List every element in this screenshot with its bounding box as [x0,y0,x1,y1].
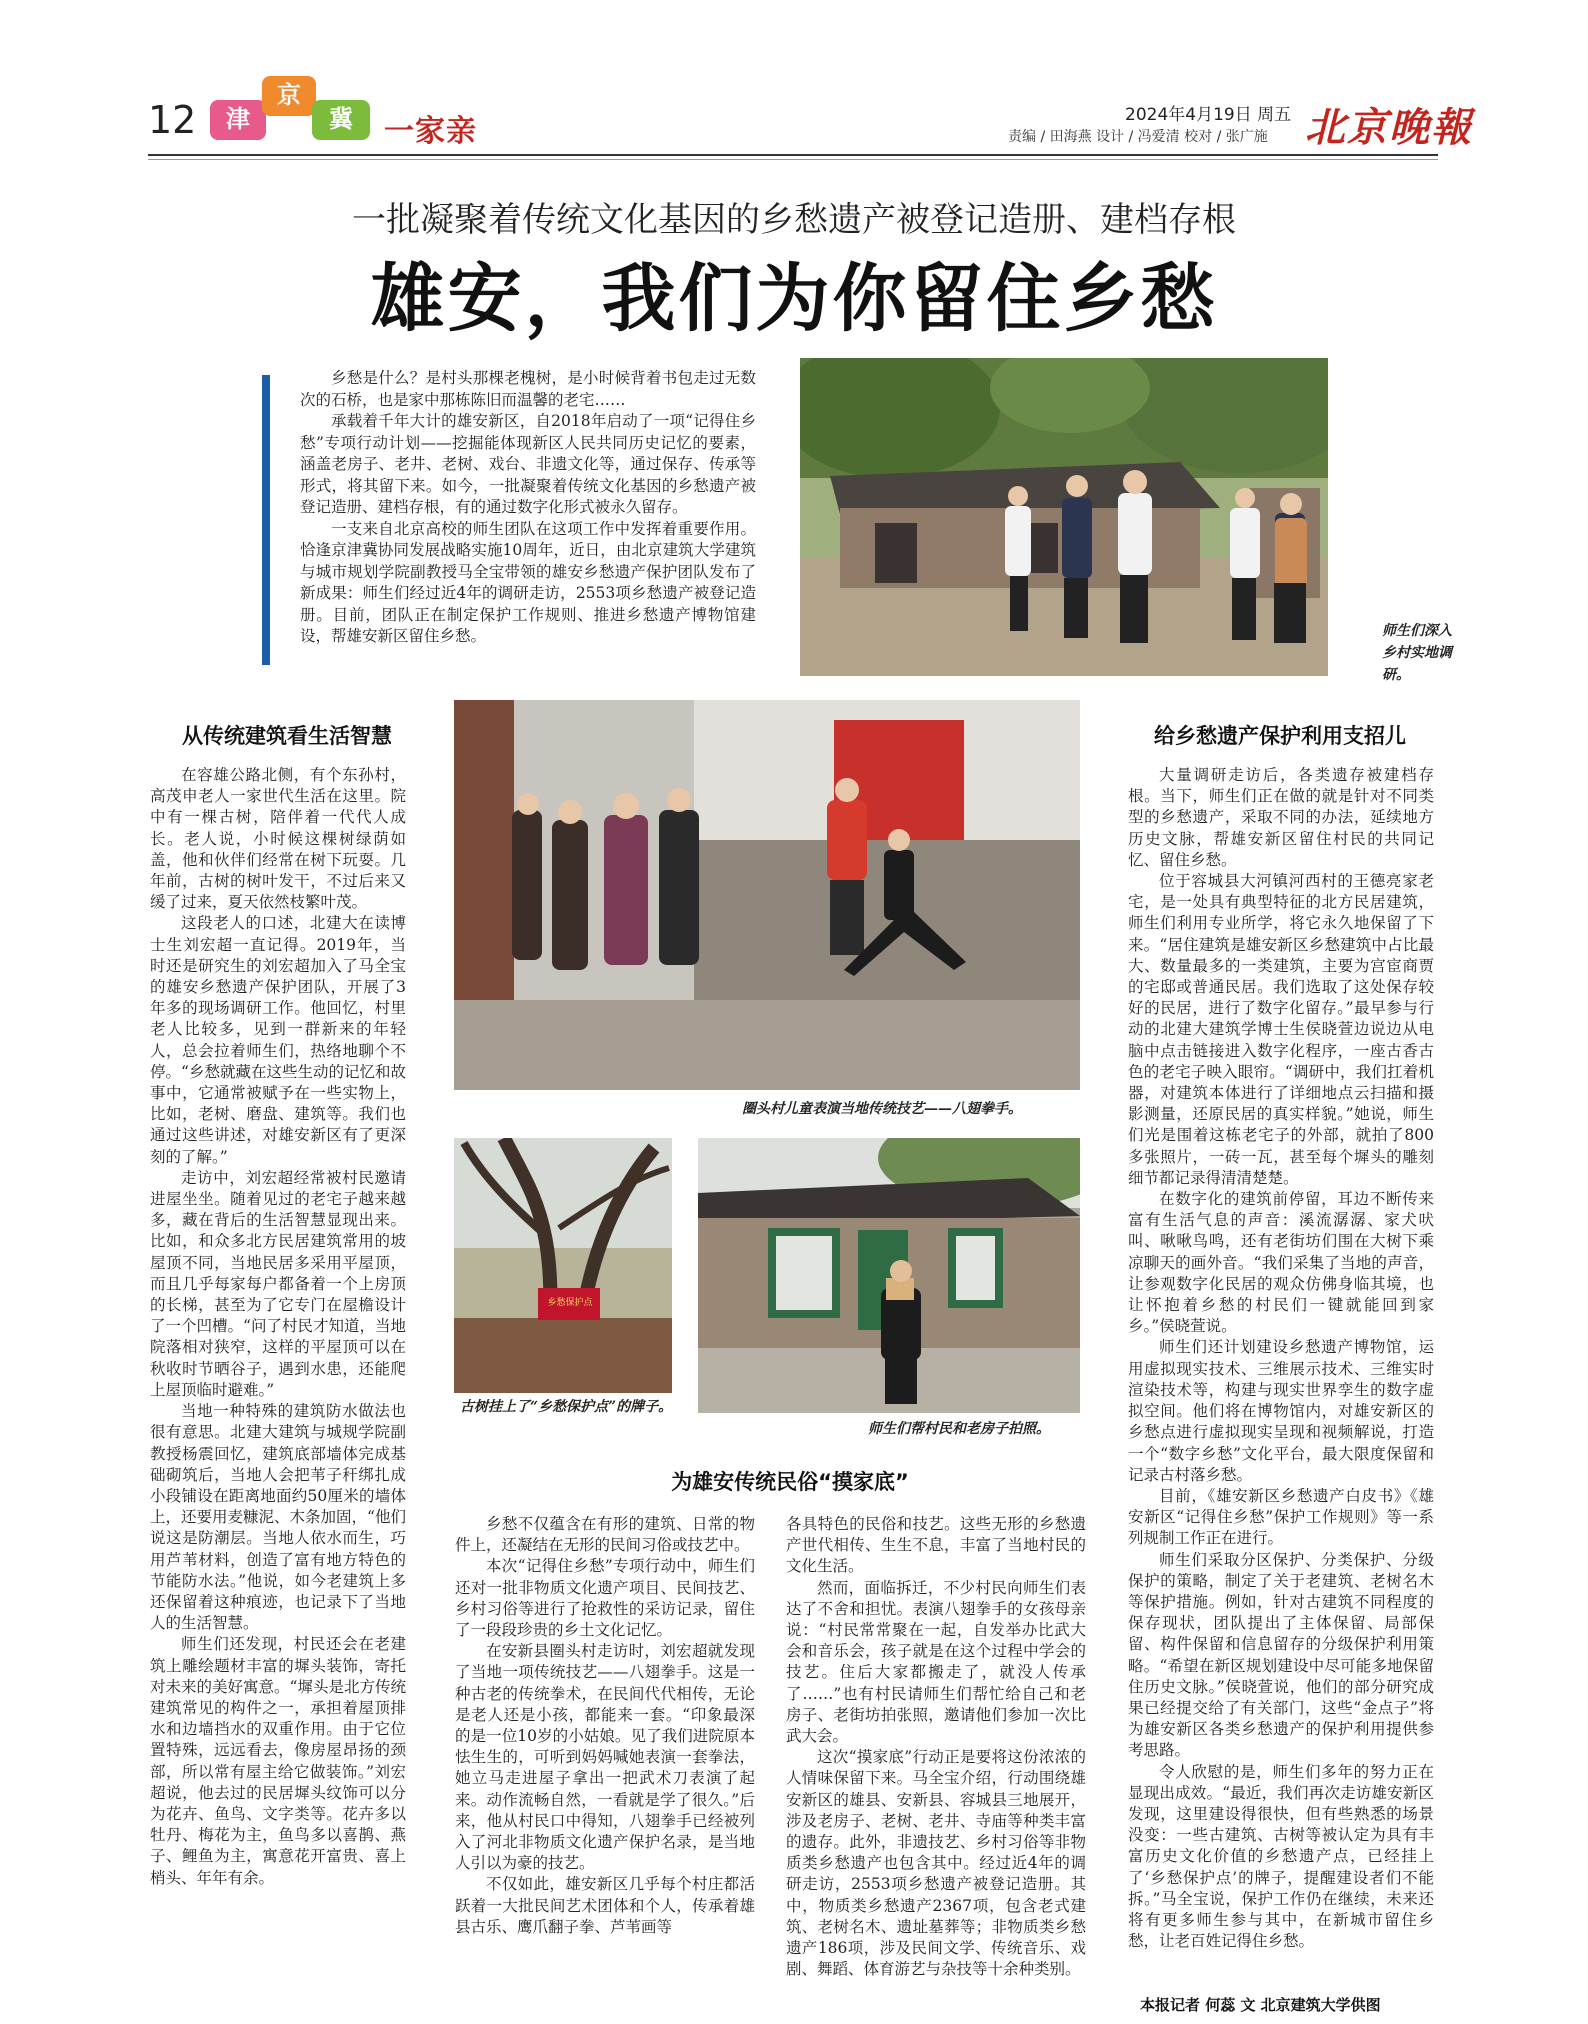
puzzle-piece-jin: 津 [210,100,266,140]
photo-villager-house [698,1138,1080,1413]
body-paragraph: 目前，《雄安新区乡愁遗产白皮书》《雄安新区“记得住乡愁”保护工作规则》等一系列规制工作正在进行。 [1128,1486,1434,1548]
body-paragraph: 师生们还发现，村民还会在老建筑上雕绘题材丰富的墀头装饰，寄托对未来的美好寓意。“墀头是北方传统建筑常见的构件之一，承担着屋顶排水和边墙挡水的双重作用。由于它位置特殊，远远看去，像房屋昂扬的颈部，所以常有屋主给它做装饰。”刘宏超说，他去过的民居墀头纹饰可以分为花卉、鱼鸟、文字类等。花卉多以牡丹、梅花为主，鱼鸟多以喜鹊、燕子、鲤鱼为主，寓意花开富贵、喜上梢头、年年有余。 [150,1635,406,1887]
page-number: 12 [148,98,197,142]
article-headline: 雄安，我们为你留住乡愁 [370,256,1218,342]
masthead-rule [148,154,1438,156]
body-paragraph: 本次“记得住乡愁”专项行动中，师生们还对一批非物质文化遗产项目、民间技艺、乡村习俗等进行了抢救性的采访记录，留住了一段段珍贵的乡土文化记忆。 [455,1557,755,1640]
article-intro [300,368,756,648]
photo-caption: 师生们深入乡村实地调研。 [1382,623,1452,683]
left-column-text [150,765,406,1889]
article-kicker: 一批凝聚着传统文化基因的乡愁遗产被登记造册、建档存根 [352,200,1236,240]
photo-field-research [800,358,1328,676]
photo-martial-arts [454,700,1080,1090]
intro-accent-bar [262,375,270,665]
intro-paragraph: 承载着千年大计的雄安新区，自2018年启动了一项“记得住乡愁”专项行动计划——挖掘能体现新区人民共同历史记忆的要素，涵盖老房子、老井、老树、戏台、非遗文化等，通过保存、传承等形式，将其留下来。如今，一批凝聚着传统文化基因的乡愁遗产被登记造册、建档存根，有的通过数字化形式被永久留存。 [300,412,756,516]
photo-caption: 师生们帮村民和老房子拍照。 [868,1421,1050,1437]
editor-credits: 责编 / 田海燕 设计 / 冯爱清 校对 / 张广施 [1008,129,1268,145]
body-paragraph: 在容雄公路北侧，有个东孙村，高茂申老人一家世代生活在这里。院中有一棵古树，陪伴着一代代人成长。老人说，小时候这棵树绿荫如盖，他和伙伴们经常在树下玩耍。几年前，古树的树叶发干，不过后来又缓了过来，夏天依然枝繁叶茂。 [150,766,406,912]
newspaper-logo: 北京晚報 [1305,104,1473,151]
right-column-text [1128,765,1434,1952]
body-paragraph: 师生们还计划建设乡愁遗产博物馆，运用虚拟现实技术、三维展示技术、三维实时渲染技术等，构建与现实世界孪生的数字虚拟空间。他们将在博物馆内，对雄安新区的乡愁点进行虚拟现实呈现和视频解说，打造一个“数字乡愁”文化平台，最大限度保留和记录古村落乡愁。 [1128,1338,1434,1484]
section-subtitle-middle: 为雄安传统民俗“摸家底” [671,1470,909,1494]
body-paragraph: 这段老人的口述，北建大在读博士生刘宏超一直记得。2019年，当时还是研究生的刘宏超加入了马全宝的雄安乡愁遗产保护团队，开展了3年多的现场调研工作。他回忆，村里老人比较多，见到一群新来的年轻人，总会拉着师生们，热络地聊个不停。“乡愁就藏在这些生动的记忆和故事中，它通常被赋予在一些实物上，比如，老树、磨盘、建筑等。我们也通过这些讲述，对雄安新区有了更深刻的了解。” [150,914,406,1166]
body-paragraph: 在安新县圈头村走访时，刘宏超就发现了当地一项传统技艺——八翅拳手。这是一种古老的传统拳术，在民间代代相传，无论是老人还是小孩，都能来一套。“印象最深的是一位10岁的小姑娘。见了我们进院原本怯生生的，可听到妈妈喊她表演一套拳法，她立马走进屋子拿出一把武术刀表演了起来。动作流畅自然，一看就是学了很久。”后来，他从村民口中得知，八翅拳手已经被列入了河北非物质文化遗产保护名录，是当地人引以为豪的技艺。 [455,1642,755,1873]
masthead-rule-thin [148,159,1438,160]
body-paragraph: 大量调研走访后，各类遗存被建档存根。当下，师生们正在做的就是针对不同类型的乡愁遗产，采取不同的办法，延续地方历史文脉，帮雄安新区留住村民的共同记忆、留住乡愁。 [1128,766,1434,869]
body-paragraph: 走访中，刘宏超经常被村民邀请进屋坐坐。随着见过的老宅子越来越多，藏在背后的生活智慧显现出来。比如，和众多北方民居建筑常用的坡屋顶不同，当地民居多采用平屋顶，而且几乎每家每户都备着一个上房顶的长梯，甚至为了它专门在屋檐设计了一个凹槽。“问了村民才知道，当地院落相对狭窄，这样的平屋顶可以在秋收时节晒谷子，遇到水患，还能爬上屋顶临时避难。” [150,1168,406,1399]
issue-date: 2024年4月19日 周五 [1125,105,1292,125]
protection-sign: 乡愁保护点 [540,1290,600,1316]
section-subtitle-right: 给乡愁遗产保护利用支招儿 [1154,724,1406,748]
body-paragraph: 师生们采取分区保护、分类保护、分级保护的策略，制定了关于老建筑、老树名木等保护措施。例如，针对古建筑不同程度的保存现状，团队提出了主体保留、局部保留、构件保留和信息留存的分级保护利用策略。“希望在新区规划建设中尽可能多地保留住历史文脉。”侯晓萱说，他们的部分研究成果已经提交给了有关部门，这些“金点子”将为雄安新区各类乡愁遗产的保护利用提供参考思路。 [1128,1550,1434,1760]
body-paragraph: 位于容城县大河镇河西村的王德亮家老宅，是一处具有典型特征的北方民居建筑，师生们利用专业所学，将它永久地保留了下来。“居住建筑是雄安新区乡愁建筑中占比最大、数量最多的一类建筑，主要为宫宦商贾的宅邸或普通民居。我们选取了这处保存较好的民居，进行了数字化留存。”最早参与行动的北建大建筑学博士生侯晓萱边说边从电脑中点击链接进入数字化程序，一座古香古色的老宅子映入眼帘。“调研中，我们扛着机器，对建筑本体进行了详细地点云扫描和摄影测量，还原民居的真实样貌。”她说，师生们光是围着这栋老宅子的外部，就拍了800多张照片，一砖一瓦，甚至每个墀头的雕刻细节都记录得清清楚楚。 [1128,872,1434,1187]
intro-paragraph: 一支来自北京高校的师生团队在这项工作中发挥着重要作用。恰逢京津冀协同发展战略实施10周年，近日，由北京建筑大学建筑与城市规划学院副教授马全宝带领的雄安乡愁遗产保护团队发布了新成果：师生们经过近4年的调研走访，2553项乡愁遗产被登记造册。目前，团队正在制定保护工作规则、推进乡愁遗产博物馆建设，帮雄安新区留住乡愁。 [300,519,756,645]
middle-column-b-text [786,1514,1086,1980]
body-paragraph: 乡愁不仅蕴含在有形的建筑、日常的物件上，还凝结在无形的民间习俗或技艺中。 [455,1515,755,1555]
section-name: 一家亲 [384,114,477,149]
photo-caption: 圈头村儿童表演当地传统技艺——八翅拳手。 [742,1101,1022,1117]
body-paragraph: 这次“摸家底”行动正是要将这份浓浓的人情味保留下来。马全宝介绍，行动围绕雄安新区的雄县、安新县、容城县三地展开，涉及老房子、老树、老井、寺庙等种类丰富的遗存。此外，非遗技艺、乡村习俗等非物质类乡愁遗产也包含其中。经过近4年的调研走访，2553项乡愁遗产被登记造册。其中，物质类乡愁遗产2367项，包含老式建筑、老树名木、遗址墓葬等；非物质类乡愁遗产186项，涉及民间文学、传统音乐、戏剧、舞蹈、体育游艺与杂技等十余种类别。 [786,1748,1086,1979]
body-paragraph: 各具特色的民俗和技艺。这些无形的乡愁遗产世代相传、生生不息，丰富了当地村民的文化生活。 [786,1515,1086,1576]
body-paragraph: 在数字化的建筑前停留，耳边不断传来富有生活气息的声音：溪流潺潺、家犬吠叫、啾啾鸟鸣，还有老街坊们围在大树下乘凉聊天的画外音。“我们采集了当地的声音，让参观数字化民居的观众仿佛身临其境，也让怀抱着乡愁的村民们一键就能回到家乡。”侯晓萱说。 [1128,1190,1434,1336]
section-subtitle-left: 从传统建筑看生活智慧 [182,724,392,748]
photo-caption: 古树挂上了“乡愁保护点”的牌子。 [460,1399,673,1415]
body-paragraph: 当地一种特殊的建筑防水做法也很有意思。北建大建筑与城规学院副教授杨震回忆，建筑底部墙体完成基础砌筑后，当地人会把苇子秆绑扎成小段铺设在距离地面约50厘米的墙体上，还要用麦糠泥、木条加固，“他们说这是防潮层。当地人依水而生，巧用芦苇材料，创造了富有地方特色的节能防水法。”他说，如今老建筑上多还保留着这种痕迹，也记录下了当地人的生活智慧。 [150,1402,406,1633]
body-paragraph: 然而，面临拆迁，不少村民向师生们表达了不舍和担忧。表演八翅拳手的女孩母亲说：“村民常常聚在一起，自发举办比武大会和音乐会，孩子就是在这个过程中学会的技艺。住后大家都搬走了，就没人传承了……”也有村民请师生们帮忙给自己和老房子、老街坊拍张照，邀请他们参加一次比武大会。 [786,1578,1086,1746]
puzzle-piece-ji: 冀 [312,100,370,140]
middle-column-a-text [455,1514,755,1938]
section-puzzle-logo [210,74,380,146]
photo-old-tree [454,1138,672,1393]
article-byline: 本报记者 何蕊 文 北京建筑大学供图 [1140,1996,1381,2014]
body-paragraph: 不仅如此，雄安新区几乎每个村庄都活跃着一大批民间艺术团体和个人，传承着雄县古乐、鹰爪翻子拳、芦苇画等 [455,1875,755,1936]
puzzle-piece-jing: 京 [262,76,316,116]
intro-paragraph: 乡愁是什么？是村头那棵老槐树，是小时候背着书包走过无数次的石桥，也是家中那栋陈旧而温馨的老宅…… [300,369,756,409]
body-paragraph: 令人欣慰的是，师生们多年的努力正在显现出成效。“最近，我们再次走访雄安新区发现，这里建设得很快，但有些熟悉的场景没变：一些古建筑、古树等被认定为具有丰富历史文化价值的乡愁遗产点，已经挂上了‘乡愁保护点’的牌子，提醒建设者们不能拆。”马全宝说，保护工作仍在继续，未来还将有更多师生参与其中，在新城市留住乡愁，让老百姓记得住乡愁。 [1128,1762,1434,1951]
